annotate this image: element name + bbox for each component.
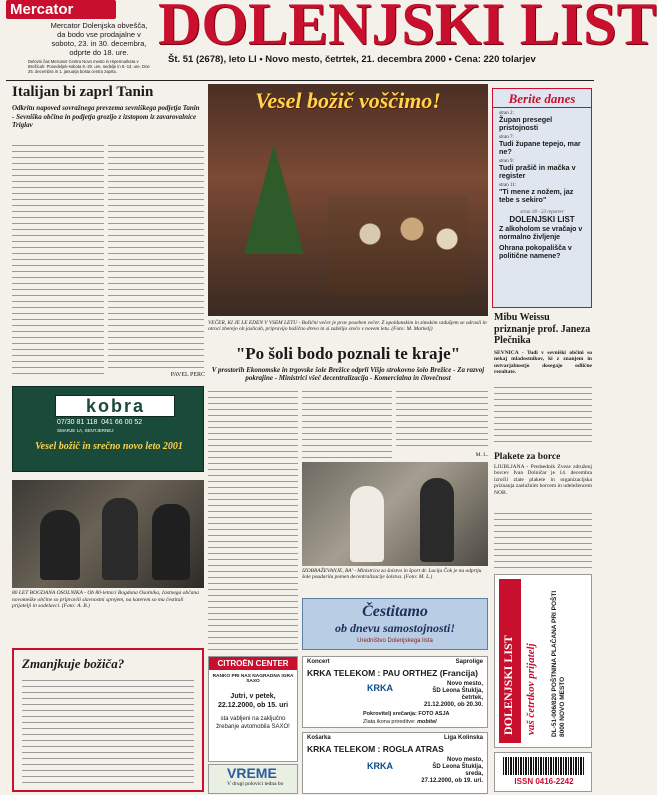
zmanjkuje-box: [12, 648, 204, 792]
kobra-name: kobra: [86, 396, 146, 416]
reporter-list: [493, 224, 591, 266]
kobra-ad: [12, 386, 204, 472]
ministrica-photo: [302, 462, 488, 566]
inside-item: [499, 111, 585, 132]
kosarka-ad-1: [302, 656, 488, 728]
mercator-logo: Mercator: [6, 0, 116, 19]
reporter-item: Z alkoholom se vračajo v normalno življenje: [499, 226, 583, 241]
mercator-text: Mercator Dolenjska obvešča, da bodo vse prodajalne v soboto, 23. in 30. decembra, odprte do 18. ure.: [50, 21, 148, 57]
lead-title: Italijan bi zaprl Tanin: [12, 84, 154, 100]
cestitamo-box: [302, 598, 488, 650]
citroen-text: sta vabljeni na zaključno žrebanje avtomobila SAXO!: [216, 716, 290, 730]
quote-column-3: [396, 388, 488, 450]
kosarka1-city: Novo mesto, ŠD Leona Štuklja, četrtek, 21.12.2000, ob 20.30.: [423, 681, 483, 708]
quote-column-1: [208, 388, 298, 652]
lead-author: PAVEL PERC: [170, 372, 205, 378]
ministrica-caption: IZOBRAŽEVANJE, BA' - Ministrica za šolstvo in šport dr. Lucija Čok je na odprtju šole poudarila pomen decentralizacije šolstva. (Foto: M. L.): [302, 568, 482, 581]
newspaper-title: DOLENJSKI LIST: [158, 0, 657, 57]
inside-item: [499, 159, 585, 180]
osolnik-photo: [12, 480, 204, 588]
citroen-title: CITROËN CENTER: [209, 657, 297, 670]
vreme-box: [208, 764, 298, 794]
quote-column-2: [302, 388, 392, 458]
vreme-title: VREME: [227, 765, 277, 781]
person-silhouette: [40, 510, 80, 580]
inside-item-text: Tudi prašič in mačka v register: [499, 163, 576, 180]
inside-item-page: stran 11:: [499, 183, 517, 188]
citroen-ad: [208, 656, 298, 762]
side-ad-line2: vaš četrtkov prijatelj: [525, 643, 537, 735]
kobra-phone: 07/30 81 118 041 66 00 52: [57, 419, 143, 426]
inside-item-page: stran 9:: [499, 159, 514, 164]
inside-item-page: stran 7:: [499, 135, 514, 140]
plakete-title: Plakete za borce: [494, 452, 561, 462]
kosarka1-sponsor: Pokrovitelj srečanja: FOTO ASJA: [363, 711, 450, 717]
plakete-lead: LJUBLJANA - Predsednik Zveze združenj borcev Ivan Dolničar je 14. decembra izročil zlate plakete in organizacijska priznanja zaslužnim borcem in udeležencem NOB.: [494, 464, 592, 496]
kobra-logo: [55, 395, 175, 417]
banner-caption: VEČER, KI JE LE EDEN V VSEM LETU - Božični večer je prav poseben večer. Z opoldanskim in zimskim vzdušjem se odrasli in otroci zberejo ob jaslicah, pripravijo božično drevo in si zaželijo srečo v novem letu. (Foto: M. Markelj): [208, 320, 487, 333]
quote-author: M. L.: [475, 452, 488, 458]
person-silhouette: [152, 504, 190, 580]
banner-text: Vesel božič voščimo!: [255, 88, 441, 113]
kobra-address: SMARJE 1A, SENTJERNEJ: [57, 428, 114, 433]
inside-title: Berite danes: [493, 89, 591, 108]
inside-item-page: stran 2:: [499, 111, 514, 116]
reporter-title: DOLENJSKI LIST: [509, 215, 575, 224]
tree-decoration: [244, 144, 304, 254]
inside-item: [499, 183, 585, 204]
kosarka1-medijski: Zlata ikona prireditve: mobitel: [363, 719, 437, 725]
side-ad: [494, 574, 592, 748]
plakete-text: [494, 510, 592, 568]
issue-info: Št. 51 (2678), leto LI • Novo mesto, četrtek, 21. decembra 2000 • Cena: 220 tolarjev: [168, 54, 536, 65]
inside-item: [499, 135, 585, 156]
mibu-title: Mibu Weissu priznanje prof. Janeza Plečnika: [494, 312, 591, 346]
zmanjkuje-text: [22, 677, 194, 787]
kosarka2-label: Košarka: [307, 735, 331, 741]
person-silhouette: [350, 486, 384, 562]
lead-column-1: [12, 142, 104, 378]
kosarka1-title: KRKA TELEKOM : PAU ORTHEZ (Francija): [307, 668, 478, 678]
inside-item-text: Tudi župane tepejo, mar ne?: [499, 139, 581, 156]
mibu-text: [494, 384, 592, 444]
mibu-lead: SEVNICA - Tudi v sevniški občini so nekaj mladostnikov, ki z znanjem in ustvarjalnostjo dosegajo odlične rezultate.: [494, 350, 592, 376]
kobra-wish: Vesel božič in srečno novo leto 2001: [35, 441, 183, 452]
cestitamo-title: Čestitamo: [362, 603, 428, 620]
osolnik-caption: 80 LET BOGDANA OSOLNIKA - Ob 80-letnici Bogdana Osolnika, častnega občana novomeške občine so pripravili slavnostni sprejem, na katerem so mu čestitali prijatelji in sodelavci. (Foto: A. B.): [12, 590, 199, 609]
inside-list: [493, 108, 591, 210]
cestitamo-from: Uredništvo Dolenjskega lista: [357, 638, 433, 644]
issn-number: ISSN 0416-2242: [514, 777, 574, 786]
citroen-date: Jutri, v petek, 22.12.2000, ob 15. uri: [217, 693, 289, 709]
issn-box: [494, 752, 592, 792]
kosarka2-venue: Liga Kolinska: [443, 735, 483, 741]
masthead-rule: [6, 80, 594, 81]
citroen-line: RANKO PRI NAS NAGRADNA IGRA SAXO: [212, 674, 294, 684]
kosarka1-label: Koncert: [307, 659, 330, 665]
mercator-promo: [6, 0, 156, 80]
christmas-banner: [208, 84, 488, 316]
kosarka2-logo: KRKA: [367, 761, 393, 771]
side-ad-line1: DOLENJSKI LIST: [501, 635, 515, 735]
quote-title: "Po šoli bodo poznali te kraje": [235, 344, 461, 363]
side-ad-address: DL-51-006/820 POŠTNINA PLAČANA PRI POŠTI 8000 NOVO MESTO: [551, 590, 566, 737]
vreme-text: V drugi polovici tedna bo: [227, 781, 284, 787]
kosarka1-venue: Saprolige: [455, 659, 483, 665]
kosarka-ad-2: [302, 732, 488, 794]
inside-box: [492, 88, 592, 308]
kosarka1-logo: KRKA: [367, 683, 393, 693]
inside-item-text: "Ti mene z nožem, jaz tebe s sekiro": [499, 187, 574, 204]
dolls-decoration: [328, 194, 468, 294]
mercator-small-text: Delovni čas Mercator Centra Novo mesto in Hipermarketa v Brežicah: Ponedeljek-sobota 8.-20. ure, nedelje in 8.-13. ure. Dne 25. decembra in 1. januarja bosta centra zaprta.: [28, 59, 150, 74]
lead-column-2: [108, 142, 204, 370]
reporter-label: stran 18 - 23 reporter: [520, 210, 564, 215]
zmanjkuje-title: Zmanjkuje božiča?: [22, 656, 125, 671]
barcode: [503, 757, 585, 775]
kosarka2-title: KRKA TELEKOM : ROGLA ATRAS: [307, 744, 444, 754]
person-silhouette: [420, 478, 454, 562]
person-silhouette: [102, 498, 138, 580]
kosarka2-city: Novo mesto, ŠD Leona Štuklja, sreda, 27.12.2000, ob 19. uri.: [421, 757, 483, 784]
lead-subtitle: Odkritu napoved sovražnega prevzema sevniškega podjetja Tanin - Sevniška občina in podjetja groziјo z izstopom iz zavarovalnice Triglav: [12, 104, 200, 129]
inside-item-text: Župan presegel pristojnosti: [499, 115, 553, 132]
cestitamo-subtitle: ob dnevu samostojnosti!: [334, 621, 456, 635]
reporter-item: Ohrana pokopališča v politične namene?: [499, 245, 572, 260]
quote-subtitle: V prostorih Ekonomske in trgovske šole Brežice odprli Višjo strokovno šolo Brežice - Za razvoj pokrajine - Ministrici všeč decentralizacija - Komercialna in človečnost: [211, 366, 485, 383]
